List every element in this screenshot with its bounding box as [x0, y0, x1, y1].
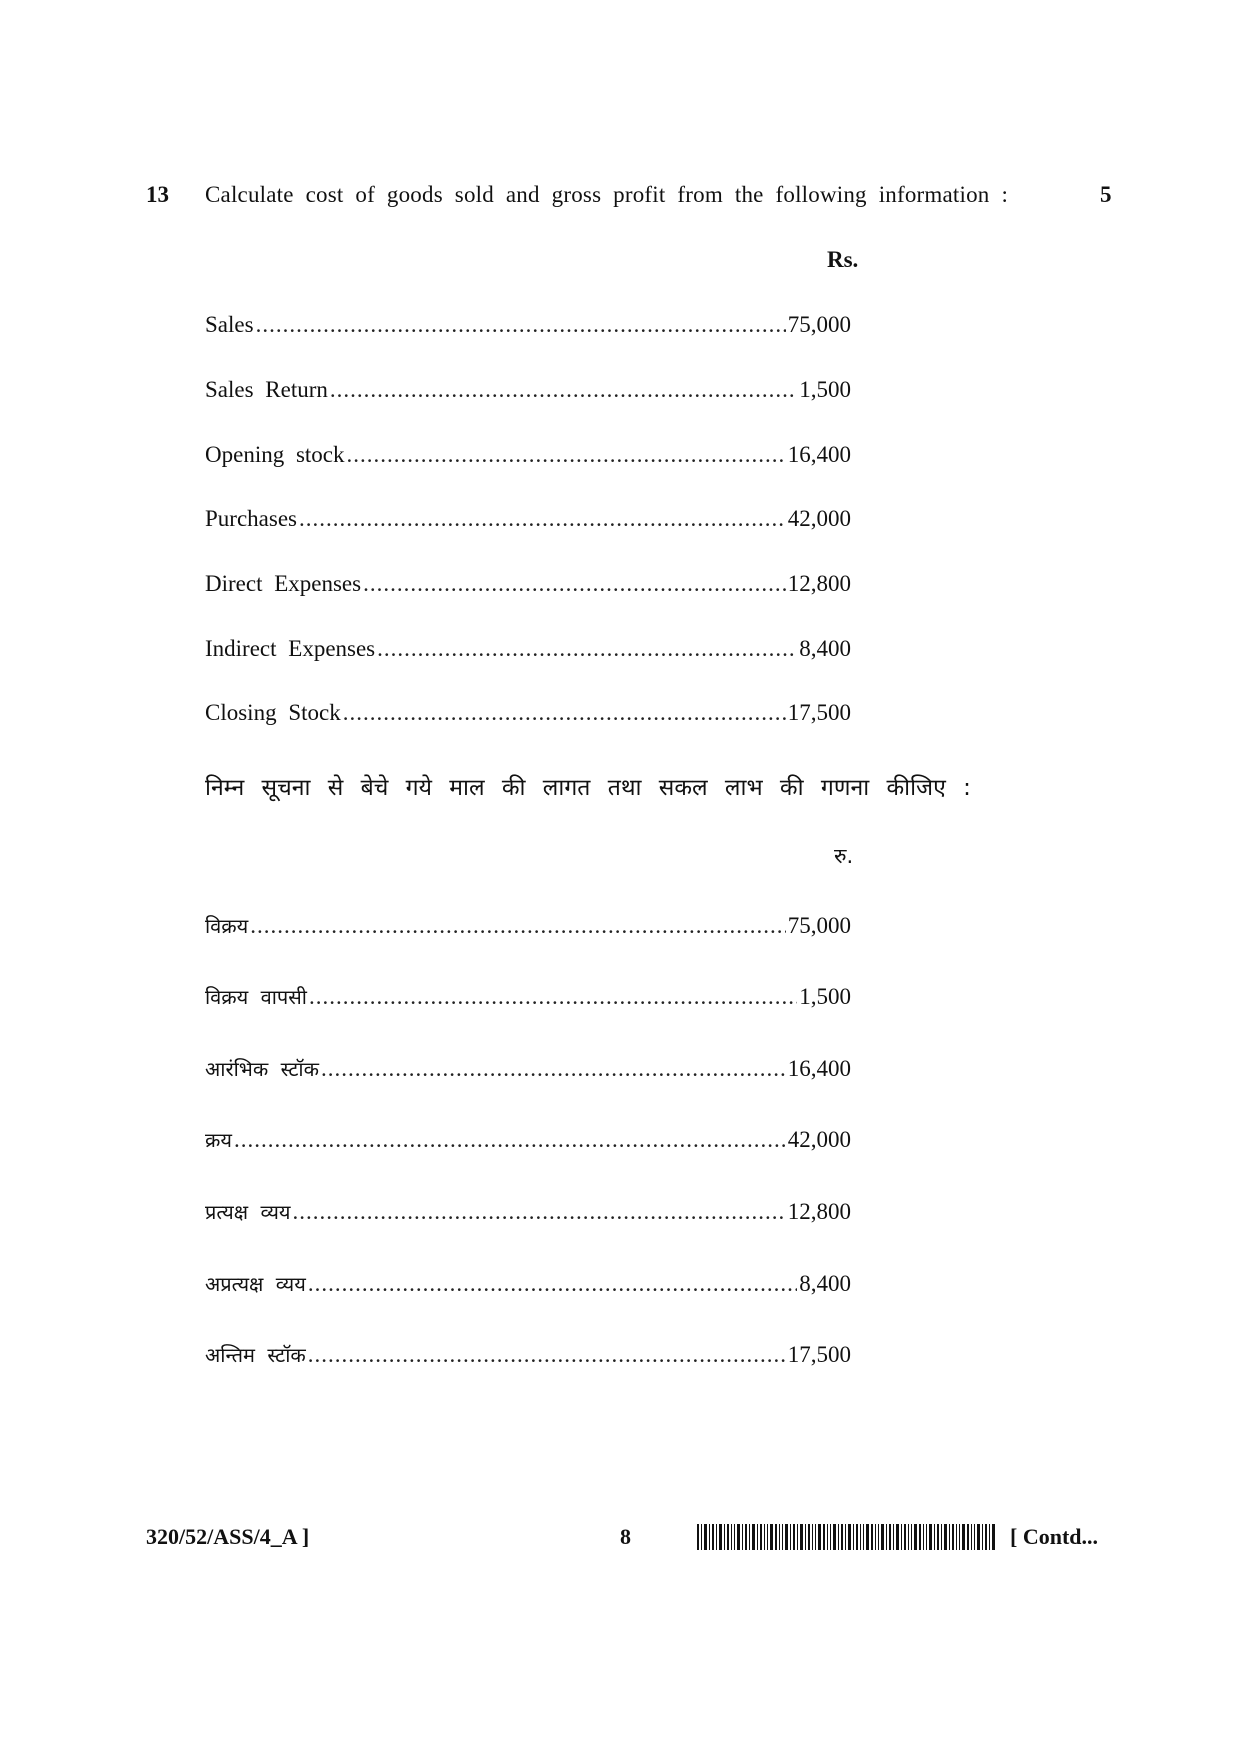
item-value: 17,500 [787, 700, 851, 725]
item-value: 42,000 [787, 1127, 851, 1152]
item-label: Opening stock [205, 442, 345, 467]
item-label: Indirect Expenses [205, 636, 376, 661]
list-item [205, 377, 851, 403]
dot-leader [308, 1342, 786, 1368]
dot-leader [330, 377, 797, 403]
item-value: 75,000 [787, 913, 851, 938]
item-label: क्रय [205, 1128, 232, 1152]
dot-leader [256, 312, 786, 338]
item-label: Sales [205, 312, 254, 337]
continued-label: [ Contd... [1010, 1524, 1099, 1549]
dot-leader [234, 1127, 786, 1153]
dot-leader [299, 506, 786, 532]
list-item [205, 983, 851, 1010]
dot-leader [309, 984, 797, 1010]
barcode-icon [697, 1524, 997, 1550]
list-item [205, 442, 851, 468]
list-item [205, 312, 851, 338]
item-label: Closing Stock [205, 700, 341, 725]
page-number: 8 [620, 1524, 631, 1549]
question-number: 13 [146, 182, 169, 207]
list-item [205, 1198, 851, 1225]
list-item [205, 1270, 851, 1297]
item-label: अन्तिम स्टॉक [205, 1343, 306, 1367]
question-marks: 5 [1100, 182, 1112, 207]
currency-header-english: Rs. [827, 247, 859, 272]
question-text-hindi: निम्न सूचना से बेचे गये माल की लागत तथा सकल लाभ की गणना कीजिए : [205, 775, 971, 801]
list-item [205, 1055, 851, 1082]
item-value: 75,000 [787, 312, 851, 337]
item-label: विक्रय [205, 914, 249, 938]
item-label: अप्रत्यक्ष व्यय [205, 1272, 306, 1296]
dot-leader [250, 913, 785, 939]
list-item [205, 700, 851, 726]
dot-leader [293, 1199, 786, 1225]
dot-leader [347, 442, 786, 468]
item-value: 12,800 [787, 1199, 851, 1224]
item-label: Purchases [205, 506, 297, 531]
item-value: 17,500 [787, 1342, 851, 1367]
paper-code: 320/52/ASS/4_A ] [146, 1524, 310, 1549]
item-value: 42,000 [787, 506, 851, 531]
dot-leader [377, 636, 797, 662]
dot-leader [308, 1271, 797, 1297]
item-label: Direct Expenses [205, 571, 362, 596]
currency-header-hindi: रु. [834, 844, 854, 868]
item-value: 1,500 [799, 377, 851, 402]
item-value: 16,400 [787, 442, 851, 467]
item-label: प्रत्यक्ष व्यय [205, 1200, 291, 1224]
list-item [205, 571, 851, 597]
question-text-english: Calculate cost of goods sold and gross profit from the following information : [205, 182, 1009, 207]
list-item [205, 636, 851, 662]
item-label: विक्रय वापसी [205, 985, 307, 1009]
list-item [205, 1126, 851, 1153]
list-item [205, 506, 851, 532]
dot-leader [363, 571, 786, 597]
item-value: 1,500 [799, 984, 851, 1009]
item-label: Sales Return [205, 377, 328, 402]
item-value: 8,400 [799, 636, 851, 661]
dot-leader [343, 700, 786, 726]
item-label: आरंभिक स्टॉक [205, 1057, 319, 1081]
item-value: 8,400 [799, 1271, 851, 1296]
item-value: 16,400 [787, 1056, 851, 1081]
list-item [205, 912, 851, 939]
dot-leader [321, 1056, 786, 1082]
list-item [205, 1341, 851, 1368]
item-value: 12,800 [787, 571, 851, 596]
